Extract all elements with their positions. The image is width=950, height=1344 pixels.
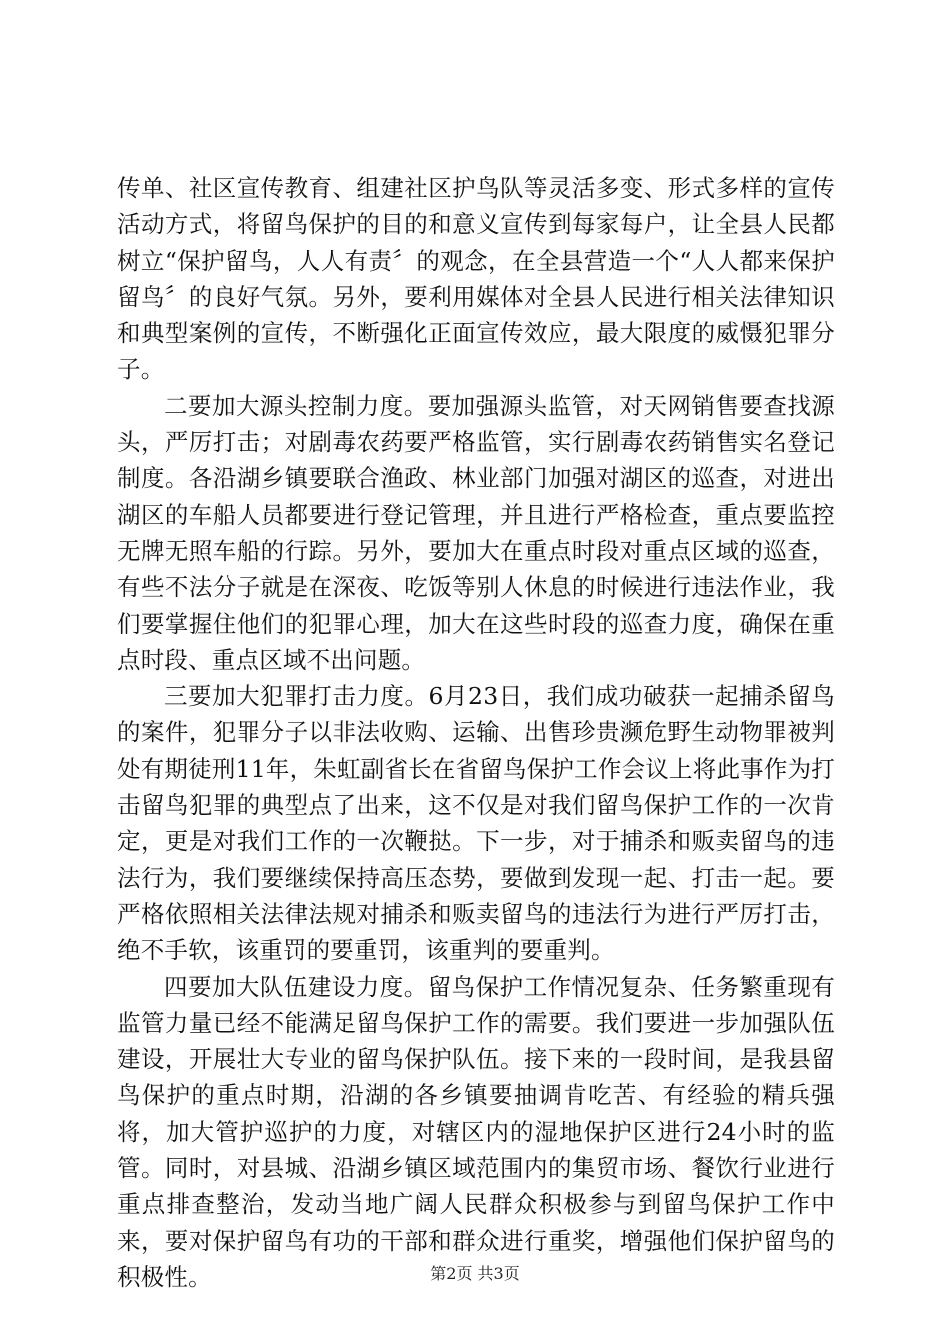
paragraph-4: 四要加大队伍建设力度。留鸟保护工作情况复杂、任务繁重现有监管力量已经不能满足留鸟保护工作的需要。我们要进一步加强队伍建设，开展壮大专业的留鸟保护队伍。接下来的一段时间，是我县留鸟保护的重点时期，沿湖的各乡镇要抽调肯吃苦、有经验的精兵强将，加大管护巡护的力度，对辖区内的湿地保护区进行24小时的监管。同时，对县城、沿湖乡镇区域范围内的集贸市场、餐饮行业进行重点排查整治，发动当地广阔人民群众积极参与到留鸟保护工作中来，要对保护留鸟有功的干部和群众进行重奖，增强他们保护留鸟的积极性。 [117,972,835,1291]
document-body [117,170,835,1295]
page-number-footer: 第2页 共3页 [430,1264,520,1283]
paragraph-2: 二要加大源头控制力度。要加强源头监管，对天网销售要查找源头，严厉打击；对剧毒农药要严格监管，实行剧毒农药销售实名登记制度。各沿湖乡镇要联合渔政、林业部门加强对湖区的巡查，对进出湖区的车船人员都要进行登记管理，并且进行严格检查，重点要监控无牌无照车船的行踪。另外，要加大在重点时段对重点区域的巡查，有些不法分子就是在深夜、吃饭等别人休息的时候进行违法作业，我们要掌握住他们的犯罪心理，加大在这些时段的巡查力度，确保在重点时段、重点区域不出问题。 [117,391,835,674]
paragraph-3: 三要加大犯罪打击力度。6月23日，我们成功破获一起捕杀留鸟的案件，犯罪分子以非法收购、运输、出售珍贵濒危野生动物罪被判处有期徒刑11年，朱虹副省长在省留鸟保护工作会议上将此事作为打击留鸟犯罪的典型点了出来，这不仅是对我们留鸟保护工作的一次肯定，更是对我们工作的一次鞭挞。下一步，对于捕杀和贩卖留鸟的违法行为，我们要继续保持高压态势，要做到发现一起、打击一起。要严格依照相关法律法规对捕杀和贩卖留鸟的违法行为进行严厉打击，绝不手软，该重罚的要重罚，该重判的要重判。 [117,682,835,965]
paragraph-1: 传单、社区宣传教育、组建社区护鸟队等灵活多变、形式多样的宣传活动方式，将留鸟保护的目的和意义宣传到每家每户，让全县人民都树立“保护留鸟，人人有责〞的观念，在全县营造一个“人人都来保护留鸟〞的良好气氛。另外，要利用媒体对全县人民进行相关法律知识和典型案例的宣传，不断强化正面宣传效应，最大限度的威慑犯罪分子。 [117,174,835,384]
